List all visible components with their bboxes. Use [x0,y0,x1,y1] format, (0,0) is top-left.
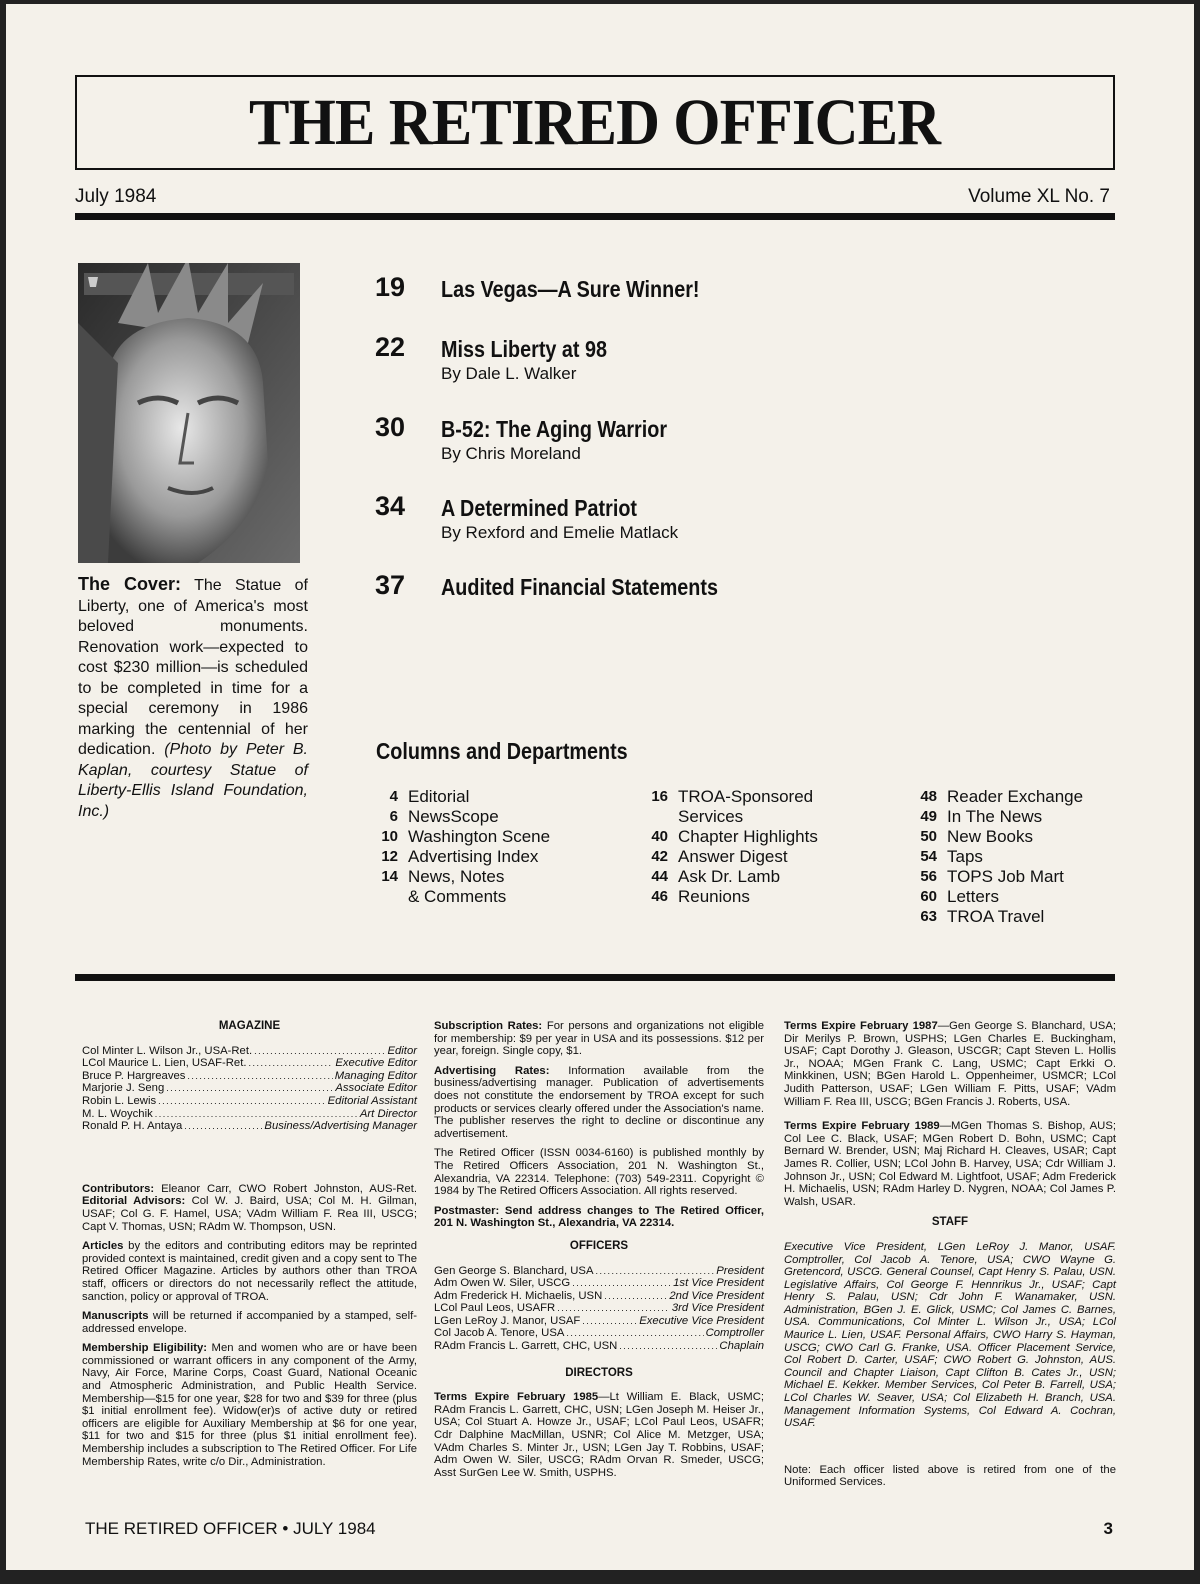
department-item[interactable] [366,867,568,907]
staff-row [82,1108,417,1121]
department-page: 4 [389,788,398,805]
masthead-info-column [82,1020,417,1475]
staff-row [82,1057,417,1070]
staff-row [82,1120,417,1133]
department-page: 60 [920,888,937,905]
eligibility-paragraph [82,1342,417,1468]
staff-heading: STAFF [931,1216,969,1229]
department-name: TOPS Job Mart [947,867,1064,886]
officer-note: Note: Each officer listed above is retired from one of the Uniformed Services. [784,1463,1116,1489]
articles-label: Articles [82,1240,124,1253]
department-page: 56 [920,868,937,885]
department-name: NewsScope [408,807,499,826]
department-page: 49 [920,808,937,825]
feature-byline: By Dale L. Walker [441,364,577,383]
staff-role: Art Director [359,1107,417,1120]
department-item[interactable] [366,847,568,867]
department-name: TROA Travel [947,907,1045,926]
department-item[interactable] [636,867,838,887]
top-rule [75,213,1115,220]
department-page: 16 [651,788,668,805]
directors-1987-text: —Gen George S. Blanchard, USA; Dir Merilys P. Brown, USPHS; LGen Charles E. Buckingham, USAF; Capt Dorothy J. Gleason, USCGR; Capt Steven L. Hollis Jr., NOAA; MGen Frank C. Lang, USMC; Capt Erkki O. Minkkinen, USN; BGen Harold L. Oppenheimer, USMCR; LCol Judith Patterson, USAF; LGen William F. Pitts, USAF; VAdm William F. Rea III, USCG; BGen Francis J. Roberts, USA. [784,1020,1117,1108]
contributors-text: Eleanor Carr, CWO Robert Johnston, AUS-Ret. [154,1182,417,1195]
articles-text: by the editors and contributing editors may be reprinted provided context is maintained, credit given and a copy sent to The Retired Officer Magazine. Articles by authors other than TROA staff, officers or directors do not necessarily reflect the attitude, sanction, policy or approval of TROA. [82,1240,417,1303]
staff-row [82,1070,417,1083]
advertising-paragraph [434,1065,764,1141]
feature-title: Audited Financial Statements [441,574,718,600]
directors-1985-text: —Lt William E. Black, USMC; RAdm Francis L. Garrett, CHC, USN; LGen Joseph M. Heiser Jr., USA; Col Stuart A. Howze Jr., USAF; LCol Paul Leos, USAFR; Cdr Dalphine MacMillan, USNR; Col Alice M. Metzger, USA; VAdm Charles S. Minter Jr., USN; LGen Jay T. Robbins, USAF; Adm Owen W. Siler, USCG; RAdm Orvan R. Smeder, USCG; Asst SurGen Lee W. Smith, USPHS. [434,1391,764,1479]
department-item[interactable] [366,827,568,847]
department-item[interactable] [636,847,838,867]
officer-name: Gen George S. Blanchard, USA [434,1264,594,1277]
staff-name: LCol Maurice L. Lien, USAF-Ret. [82,1057,247,1070]
department-item[interactable] [366,787,568,807]
directors-1987-label: Terms Expire February 1987 [784,1020,938,1032]
officers-list [434,1265,764,1353]
feature-title: B-52: The Aging Warrior [441,416,668,442]
staff-row [82,1095,417,1108]
subscription-text: For persons and organizations not eligible for membership: $9 per year in USA and its possessions. $12 per year, foreign. Single copy, $1. [434,1020,764,1058]
eligibility-text: Men and women who are or have been commissioned or warrant officers in any component of the Army, Navy, Air Force, Marine Corps, Coast Guard, National Oceanic and Atmospheric Administration, and Public Health Service. Membership—$15 for one year, $28 for two and $39 for three (plus $1 initial enrollment fee). Widow(er)s of active duty or retired officers are eligible for Auxiliary Membership at $6 for one year, $11 for two and $15 for three (plus $1 initial enrollment fee). Membership includes a subscription to The Retired Officer. For Life Membership Rates, write c/o Dir., Administration. [82,1342,418,1468]
department-page: 42 [651,848,668,865]
manuscripts-text: will be returned if accompanied by a stamped, self-addressed envelope. [82,1310,417,1335]
cover-caption-lead: The Cover: [78,574,181,594]
department-name: Chapter Highlights [678,827,818,846]
staff-name: Ronald P. H. Antaya [82,1120,183,1133]
department-name: New Books [947,827,1033,846]
officer-role: Comptroller [705,1327,764,1340]
department-page: 48 [920,788,937,805]
contributors-label: Contributors: [82,1182,155,1195]
officer-row [434,1340,764,1353]
officer-row [434,1327,764,1340]
staff-role: Business/Advertising Manager [264,1120,417,1133]
officer-role: Chaplain [719,1340,764,1353]
officer-name: Adm Owen W. Siler, USCG [434,1277,571,1290]
officer-row [434,1277,764,1290]
feature-page-number: 30 [375,412,406,442]
department-page: 12 [381,848,398,865]
department-page: 10 [381,828,398,845]
staff-role: Executive Editor [335,1057,417,1070]
feature-title: Las Vegas—A Sure Winner! [441,276,700,302]
issue-volume: Volume XL No. 7 [968,186,1110,207]
officer-row [434,1315,764,1328]
eligibility-label: Membership Eligibility: [82,1342,208,1355]
officer-name: LGen LeRoy J. Manor, USAF [434,1314,581,1327]
staff-name: Bruce P. Hargreaves [82,1069,186,1082]
officer-row [434,1302,764,1315]
department-name: Reunions [678,887,750,906]
officer-name: Adm Frederick H. Michaelis, USN [434,1289,603,1302]
staff-role: Editor [387,1044,417,1057]
staff-role: Editorial Assistant [327,1094,417,1107]
page-footer: THE RETIRED OFFICER • JULY 1984 [85,1519,376,1538]
department-item[interactable] [905,867,1107,887]
advertising-label: Advertising Rates: [434,1064,550,1077]
department-name: Editorial [408,787,470,806]
department-page: 63 [920,908,937,925]
department-page: 46 [651,888,668,905]
directors-1987-paragraph [784,1020,1116,1108]
staff-row [82,1082,417,1095]
departments-column-3 [905,787,1107,927]
department-name: Advertising Index [408,847,539,866]
cover-image-statue-of-liberty [78,263,300,563]
feature-page-number: 34 [375,491,406,521]
officer-row [434,1290,764,1303]
staff-paragraph: Executive Vice President, LGen LeRoy J. Manor, USAF. Comptroller, Col Jacob A. Tenore, USA; CWO Wayne G. Gretencord, USCG. General Counsel, Capt Henry S. Palau, USN. Legislative Affairs, Col George F. Hennrikus Jr., USAF; Capt Henry S. Palau, USN; Cdr John F. Wanamaker, USN. Administration, BGen J. E. Glick, USMC; Col James C. Barnes, USA. Communications, Col Minter L. Wilson Jr., USA; LCol Maurice L. Lien, USAF. Personal Affairs, CWO Harry S. Hayman, USCG; CWO Carl G. Franke, USA. Officer Placement Service, Col Robert D. Carter, USAF; CWO Robert G. Johnston, AUS. Council and Chapter Liaison, Capt Clifton B. Cates Jr., USN; Michael E. Kekker. Member Services, Col Peter B. Farrell, USA; LCol Charles W. Seaver, USA; Col Elizabeth H. Branch, USA. Management Information Systems, Col Edward A. Cochran, USAF. [784,1240,1116,1430]
staff-name: Robin L. Lewis [82,1094,157,1107]
department-page: 54 [920,848,937,865]
feature-byline: By Chris Moreland [441,444,581,463]
feature-page-number: 19 [375,272,406,302]
feature-title: A Determined Patriot [441,495,638,521]
contributors-paragraph [82,1183,417,1233]
subscription-label: Subscription Rates: [434,1020,543,1032]
department-name: Ask Dr. Lamb [678,867,781,886]
department-page: 44 [651,868,668,885]
directors-1985-paragraph [434,1391,764,1479]
directors-1989-text: —MGen Thomas S. Bishop, AUS; Col Lee C. Black, USAF; MGen Robert D. Bohn, USMC; Capt Bernard W. Brender, USN; Maj Richard H. Cleaves, USAR; Capt James R. Collier, USN; LCol John B. Harvey, USA; Cdr William J. Johnson Jr., USN; Col Edward M. Lightfoot, USAF; Adm Frederick H. Michaelis, USN; RAdm Harley D. Nygren, NOAA; Col James P. Walsh, USAR. [784,1120,1116,1208]
staff-name: M. L. Woychik [82,1107,153,1120]
department-item[interactable] [905,907,1107,927]
subscription-column [434,1020,764,1486]
officer-role: Executive Vice President [639,1314,764,1327]
cover-caption [78,574,308,822]
department-item[interactable] [366,807,568,827]
staff-role: Managing Editor [334,1069,417,1082]
department-page: 6 [389,808,398,825]
advisors-label: Editorial Advisors: [82,1195,186,1208]
directors-1989-paragraph [784,1120,1116,1208]
cover-caption-text: The Statue of Liberty, one of America's most beloved monuments. Renovation work—expected to cost $230 million—is scheduled to be completed in time for a special ceremony in 1986 marking the centennial of her dedication. [78,577,308,758]
department-item[interactable] [905,807,1107,827]
magazine-title: THE RETIRED OFFICER [249,85,941,159]
officer-role: President [716,1264,764,1277]
publication-paragraph: The Retired Officer (ISSN 0034-6160) is published monthly by The Retired Officers Association, 201 N. Washington St., Alexandria, VA 22314. Telephone: (703) 549-2311. Copyright © 1984 by The Retired Officers Association. All rights reserved. [434,1147,764,1198]
departments-heading: Columns and Departments [376,738,628,764]
officer-row [434,1265,764,1278]
department-item[interactable] [636,827,838,847]
department-name: TROA-Sponsored Services [678,787,814,826]
officers-heading: OFFICERS [569,1239,629,1252]
page-number: 3 [1103,1519,1113,1538]
articles-paragraph [82,1240,417,1303]
advisors-text: Col W. J. Baird, USA; Col M. H. Gilman, USAF; Col G. F. Hamel, USA; VAdm William F. Rea III, USCG; Capt V. Thomas, USN; RAdm W. Thompson, USN. [82,1195,417,1233]
department-name: In The News [947,807,1043,826]
department-name: Washington Scene [408,827,551,846]
officer-name: LCol Paul Leos, USAFR [434,1302,556,1315]
feature-page-number: 37 [375,570,406,600]
staff-row [82,1045,417,1058]
departments-column-1 [366,787,568,907]
department-page: 50 [920,828,937,845]
masthead [75,75,1115,170]
cover-photo-credit: (Photo by Peter B. Kaplan, courtesy Statue of Liberty-Ellis Island Foundation, Inc.) [78,741,309,820]
staff-role: Associate Editor [335,1082,417,1095]
manuscripts-label: Manuscripts [82,1310,149,1323]
issue-date: July 1984 [75,186,157,207]
directors-1985-label: Terms Expire February 1985 [434,1391,599,1404]
staff-name: Col Minter L. Wilson Jr., USA-Ret. [82,1044,253,1057]
directors-staff-column [784,1020,1116,1496]
officer-name: Col Jacob A. Tenore, USA [434,1327,565,1340]
department-name: Letters [947,887,999,906]
magazine-staff-list [82,1045,417,1133]
department-item[interactable] [636,787,838,827]
officer-role: 3rd Vice President [671,1302,764,1315]
officer-name: RAdm Francis L. Garrett, CHC, USN [434,1340,618,1353]
manuscripts-paragraph [82,1310,417,1335]
feature-title: Miss Liberty at 98 [441,336,608,362]
staff-name: Marjorie J. Seng [82,1082,165,1095]
department-item[interactable] [905,887,1107,907]
department-name: Answer Digest [678,847,788,866]
department-page: 40 [651,828,668,845]
department-item[interactable] [905,827,1107,847]
department-item[interactable] [905,847,1107,867]
department-name: Reader Exchange [947,787,1084,806]
postmaster-paragraph: Postmaster: Send address changes to The Retired Officer, 201 N. Washington St., Alexandria, VA 22314. [434,1204,764,1230]
advertising-text: Information available from the business/advertising manager. Publication of advertisements does not constitute the endorsement by TROA except for such products or services clearly offered under the Association's name. The publisher reserves the right to decline or discontinue any advertisement. [434,1064,764,1140]
departments-column-2 [636,787,838,907]
department-item[interactable] [905,787,1107,807]
bottom-section-rule [75,974,1115,981]
officer-role: 2nd Vice President [669,1289,764,1302]
magazine-heading: MAGAZINE [218,1020,281,1032]
feature-byline: By Rexford and Emelie Matlack [441,523,679,542]
officer-role: 1st Vice President [673,1277,764,1290]
department-name: News, Notes & Comments [408,867,507,906]
directors-1989-label: Terms Expire February 1989 [784,1120,940,1133]
subscription-paragraph [434,1020,764,1058]
department-name: Taps [947,847,983,866]
feature-page-number: 22 [375,332,406,362]
department-item[interactable] [636,887,838,907]
directors-heading: DIRECTORS [565,1366,633,1379]
department-page: 14 [381,868,398,885]
